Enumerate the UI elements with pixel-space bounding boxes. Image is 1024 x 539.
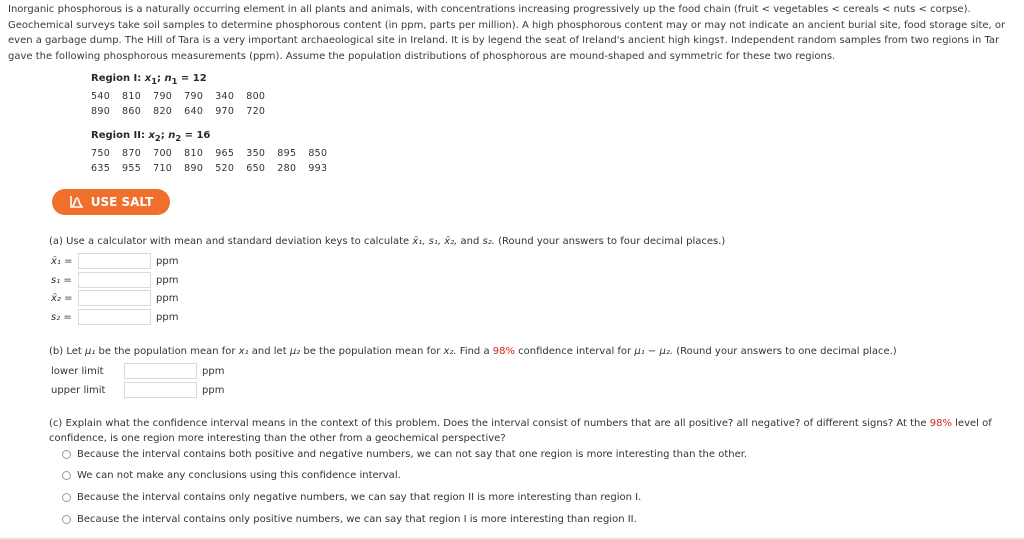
use-salt-label: USE SALT bbox=[90, 195, 154, 209]
region-1-title: Region I: $x_1$; $n_1 = 12$ bbox=[91, 73, 207, 86]
upper-limit-unit: ppm bbox=[202, 385, 225, 396]
s1-unit: ppm bbox=[156, 275, 179, 286]
radio-option-2[interactable] bbox=[62, 471, 71, 480]
s1-label: s₁ = bbox=[51, 275, 72, 286]
lower-limit-unit: ppm bbox=[202, 366, 225, 377]
intro-line-3: even a garbage dump. The Hill of Tara is a very important archaeological site in Ireland. It is by legend the seat of Ireland's ancient high kings†. Independent random samples from two regions in Tar bbox=[8, 35, 1000, 46]
option-4[interactable]: Because the interval contains only positive numbers, we can say that region I is more interesting than region II. bbox=[62, 514, 637, 525]
option-1[interactable]: Because the interval contains both positive and negative numbers, we can not say that one region is more interesting than the other. bbox=[62, 449, 747, 460]
use-salt-button[interactable] bbox=[52, 189, 170, 215]
region-1-data-row-2: 890 860 820 640 970 720 bbox=[91, 106, 266, 117]
region-1-data-row-1: 540 810 790 790 340 800 bbox=[91, 91, 266, 102]
s2-input[interactable] bbox=[78, 309, 151, 325]
upper-limit-input[interactable] bbox=[124, 382, 197, 398]
x2-bar-label: x̄₂ = bbox=[51, 293, 73, 304]
option-3[interactable]: Because the interval contains only negative numbers, we can say that region II is more interesting than region I. bbox=[62, 492, 641, 503]
problem-intro bbox=[8, 2, 1024, 64]
lower-limit-input[interactable] bbox=[124, 363, 197, 379]
region-2-data-row-2: 635 955 710 890 520 650 280 993 bbox=[91, 163, 328, 174]
lower-limit-label: lower limit bbox=[51, 366, 104, 377]
option-2[interactable]: We can not make any conclusions using this confidence interval. bbox=[62, 470, 401, 481]
radio-option-3[interactable] bbox=[62, 493, 71, 502]
x1-bar-label: x̄₁ = bbox=[51, 256, 73, 267]
salt-chart-icon bbox=[69, 195, 85, 209]
x2-bar-unit: ppm bbox=[156, 293, 179, 304]
intro-line-4: gave the following phosphorous measurements (ppm). Assume the population distributions of phosphorous are mound-shaped and symmetric for these two regions. bbox=[8, 50, 836, 62]
x1-bar-input[interactable] bbox=[78, 253, 151, 269]
region-2-title: Region II: $x_2$; $n_2 = 16$ bbox=[91, 130, 211, 143]
confidence-level-c: 98% bbox=[929, 418, 952, 429]
x2-bar-input[interactable] bbox=[78, 290, 151, 306]
intro-line-2: Geochemical surveys take soil samples to determine phosphorous content (in ppm, parts per million). A high phosphorous content may or may not indicate an ancient burial site, food storage site, or bbox=[8, 19, 1006, 31]
region-2-data-row-1: 750 870 700 810 965 350 895 850 bbox=[91, 148, 328, 159]
radio-option-4[interactable] bbox=[62, 515, 71, 524]
radio-option-1[interactable] bbox=[62, 450, 71, 459]
part-b-prompt: (b) Let μ₁ be the population mean for x₁ and let μ₂ be the population mean for x₂. Find a 98% confidence interval for μ₁ − μ₂. (Round your answers to one decimal place.) bbox=[49, 346, 897, 357]
s2-unit: ppm bbox=[156, 312, 179, 323]
part-a-prompt: (a) Use a calculator with mean and standard deviation keys to calculate x̄₁, s₁, x̄₂, and s₂. (Round your answers to four decimal places.) bbox=[49, 236, 726, 247]
upper-limit-label: upper limit bbox=[51, 385, 106, 396]
part-c-prompt: (c) Explain what the confidence interval means in the context of this problem. Does the interval consist of numbers that are all positive? all negative? of different signs? At the 98% level of confidence, is one region more interesting than the other from a geochemical perspective? bbox=[49, 418, 992, 444]
s1-input[interactable] bbox=[78, 272, 151, 288]
intro-line-1: Inorganic phosphorous is a naturally occurring element in all plants and animals, with concentrations increasing progressively up the food chain (fruit < vegetables < cereals < nuts < corpse). bbox=[8, 4, 971, 15]
s2-label: s₂ = bbox=[51, 312, 72, 323]
x1-bar-unit: ppm bbox=[156, 256, 179, 267]
confidence-level-b: 98% bbox=[492, 346, 515, 357]
